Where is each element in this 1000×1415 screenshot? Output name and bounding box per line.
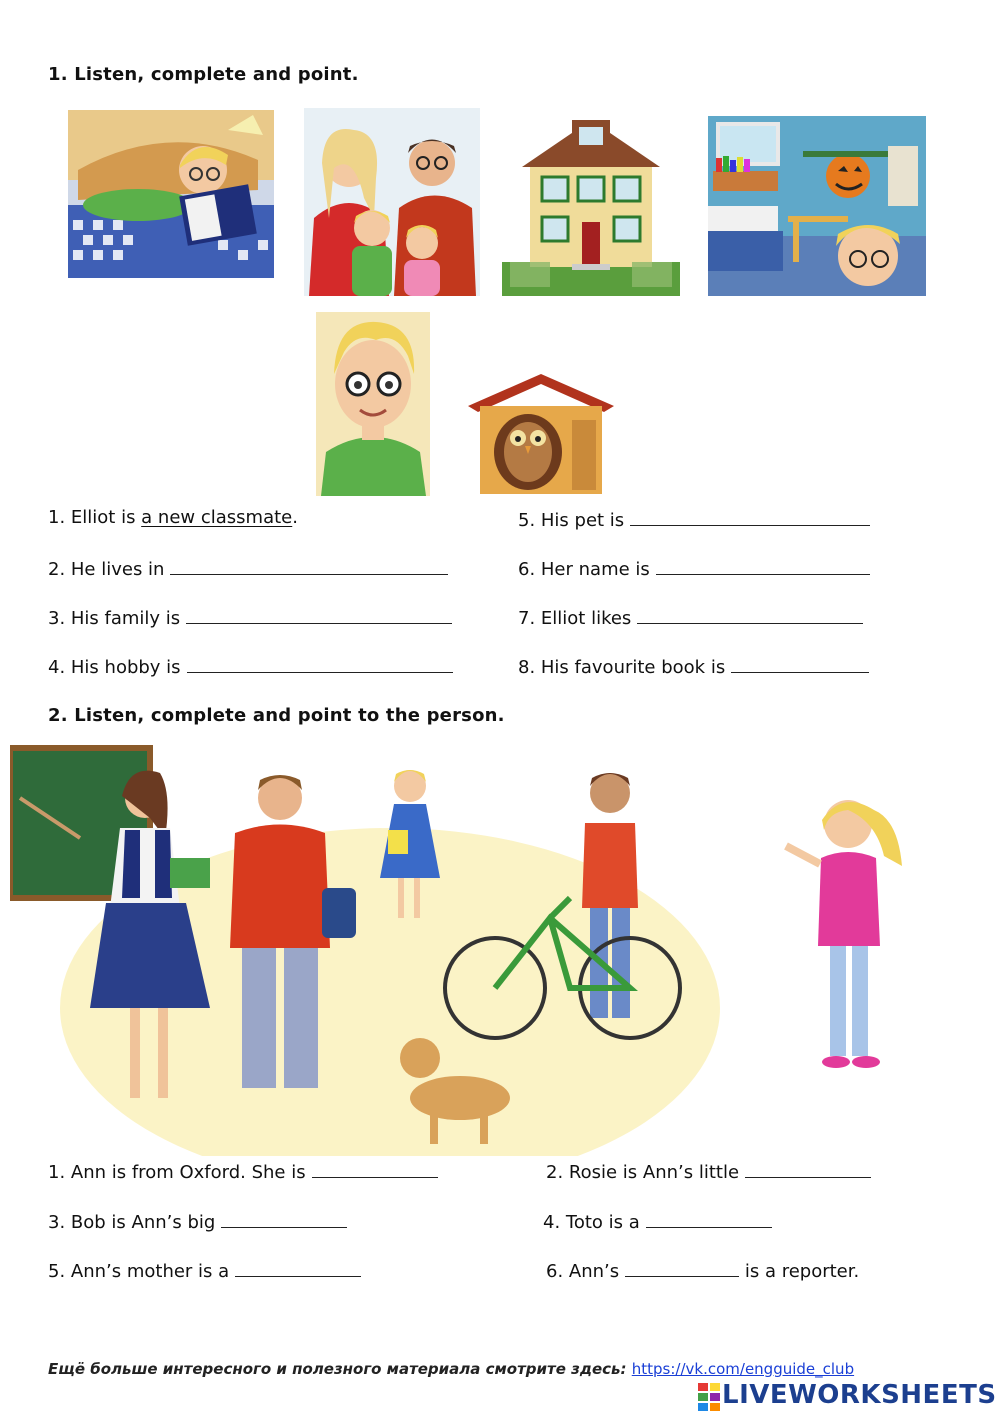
section-2-item-2 (546, 1159, 871, 1183)
answer-blank[interactable] (186, 605, 452, 624)
section-1-item-3 (48, 605, 452, 629)
owl-picture (464, 370, 618, 496)
item-prefix: 6. Ann’s (546, 1261, 620, 1282)
item-prefix: 1. Elliot is (48, 507, 142, 528)
answer-blank[interactable] (745, 1159, 871, 1178)
item-prefix: 2. Rosie is Ann’s little (546, 1162, 740, 1183)
section-2-heading: 2. Listen, complete and point to the person. (48, 705, 505, 726)
logo-text: LIVEWORKSHEETS (722, 1380, 997, 1410)
section-1-item-7 (518, 605, 863, 629)
item-prefix: 4. Toto is a (543, 1212, 640, 1233)
section-2-item-4 (543, 1209, 772, 1233)
family-picture (304, 108, 480, 296)
item-suffix: . (292, 507, 298, 528)
boy-reading-picture (68, 110, 274, 278)
girl-waving-picture (776, 786, 916, 1076)
section-1-item-6 (518, 556, 870, 580)
answer-blank[interactable] (235, 1258, 361, 1277)
footer-text: Ещё больше интересного и полезного материала смотрите здесь: (48, 1360, 627, 1378)
item-prefix: 7. Elliot likes (518, 608, 632, 629)
answer-blank[interactable] (170, 556, 448, 575)
answer-blank[interactable] (630, 507, 870, 526)
boy-portrait-picture (316, 312, 430, 496)
footer-link[interactable]: https://vk.com/engguide_club (631, 1360, 855, 1378)
logo-blocks-icon (698, 1383, 720, 1411)
house-picture (502, 112, 680, 296)
section-1-item-5 (518, 507, 870, 531)
answer-blank[interactable] (656, 556, 870, 575)
answer-blank[interactable] (646, 1209, 772, 1228)
item-prefix: 6. Her name is (518, 559, 650, 580)
liveworksheets-logo (698, 1380, 997, 1412)
answer-blank[interactable] (221, 1209, 347, 1228)
answer-blank[interactable] (312, 1159, 438, 1178)
item-prefix: 1. Ann is from Oxford. She is (48, 1162, 306, 1183)
answer-text: a new classmate (141, 507, 293, 528)
answer-blank[interactable] (731, 654, 869, 673)
section-1-heading: 1. Listen, complete and point. (48, 64, 359, 85)
characters-scene-picture (10, 738, 722, 1156)
bedroom-picture (708, 116, 926, 296)
item-prefix: 3. Bob is Ann’s big (48, 1212, 216, 1233)
item-prefix: 2. He lives in (48, 559, 165, 580)
section-1-item-4 (48, 654, 453, 678)
answer-blank[interactable] (625, 1258, 739, 1277)
section-1-item-1 (48, 507, 298, 528)
answer-blank[interactable] (187, 654, 453, 673)
section-2-item-5 (48, 1258, 361, 1282)
footer-note (48, 1360, 854, 1378)
section-1-item-8 (518, 654, 869, 678)
item-prefix: 4. His hobby is (48, 657, 181, 678)
item-prefix: 8. His favourite book is (518, 657, 726, 678)
section-2-item-3 (48, 1209, 347, 1233)
item-suffix: is a reporter. (739, 1261, 860, 1282)
item-prefix: 5. His pet is (518, 510, 625, 531)
item-prefix: 3. His family is (48, 608, 181, 629)
item-prefix: 5. Ann’s mother is a (48, 1261, 230, 1282)
section-2-item-6 (546, 1258, 859, 1282)
answer-blank[interactable] (637, 605, 863, 624)
section-1-item-2 (48, 556, 448, 580)
section-2-item-1 (48, 1159, 438, 1183)
